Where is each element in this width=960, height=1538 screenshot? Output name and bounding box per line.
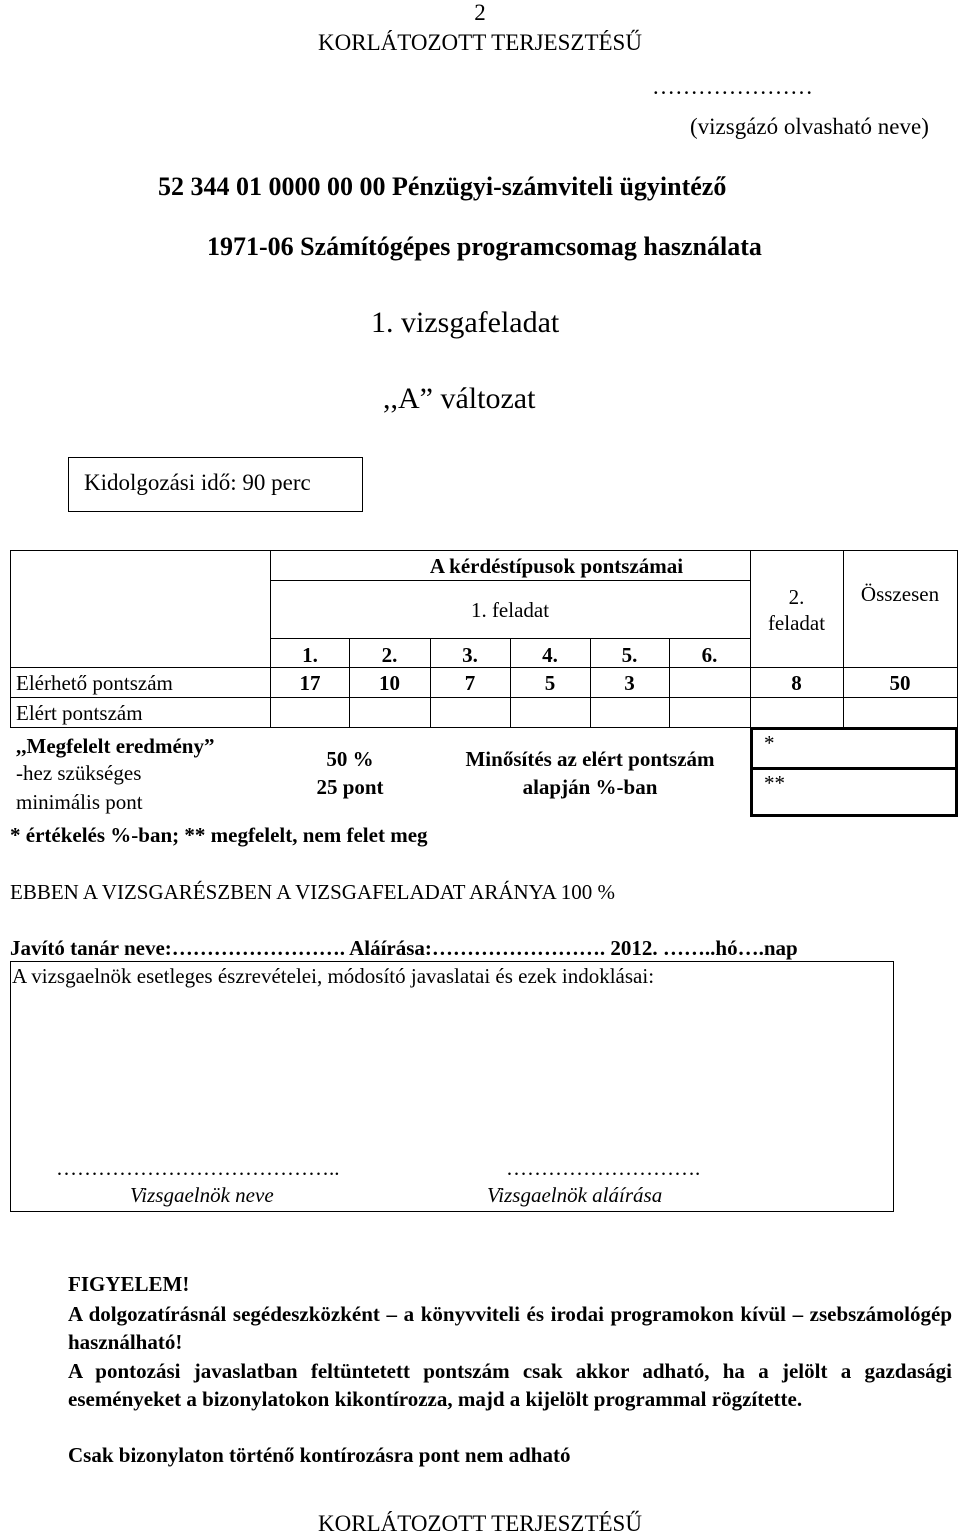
- notice-paragraph-2: A pontozási javaslatban feltüntetett pontszám csak akkor adható, ha a jelölt a gazdasági eseményeket a bizonylatokon kikontírozza, majd a kijelölt programmal rögzítette.: [68, 1359, 952, 1411]
- rating-label-line1: Minősítés az elért pontszám: [465, 747, 715, 771]
- subtask-2: 2.: [381, 643, 398, 667]
- pass-percent: 50 %: [326, 747, 374, 771]
- notice-paragraph-1: A dolgozatírásnál segédeszközként – a könyvviteli és irodai programokon kívül – zsebszámológép használható!: [68, 1302, 952, 1354]
- examiner-name-label: Vizsgaelnök neve: [130, 1183, 274, 1207]
- rating-star-2: **: [764, 771, 785, 795]
- max-points-3: 7: [464, 671, 476, 695]
- max-points-1: 17: [299, 671, 321, 695]
- max-points-task2: 8: [791, 671, 802, 695]
- task2-header: 2. feladat: [767, 585, 826, 635]
- rating-label-line2: alapján %-ban: [522, 775, 658, 799]
- pass-label-line1: ,,Megfelelt eredmény”: [16, 734, 215, 758]
- notice-paragraph-3: Csak bizonylaton történő kontírozásra pont nem adható: [68, 1443, 571, 1467]
- variant-title: ,,A” változat: [383, 382, 536, 415]
- pass-label-line2: -hez szükséges: [16, 761, 142, 785]
- time-label: Kidolgozási idő: 90 perc: [84, 470, 311, 495]
- rating-star-1: *: [764, 731, 775, 755]
- pass-points: 25 pont: [316, 775, 384, 799]
- subtask-3: 3.: [462, 643, 478, 667]
- pass-label-line3: minimális pont: [16, 790, 143, 814]
- question-types-header: A kérdéstípusok pontszámai: [429, 554, 684, 578]
- restriction-footer: KORLÁTOZOTT TERJESZTÉSŰ: [318, 1511, 642, 1536]
- examinee-name-label: (vizsgázó olvasható neve): [690, 114, 929, 139]
- max-points-2: 10: [379, 671, 400, 695]
- examiner-name-dots: …………………………………..: [56, 1156, 340, 1180]
- examiner-comment-title: A vizsgaelnök esetleges észrevételei, módosító javaslatai és ezek indoklásai:: [12, 964, 655, 988]
- notice-title: FIGYELEM!: [68, 1272, 190, 1296]
- exam-ratio: EBBEN A VIZSGARÉSZBEN A VIZSGAFELADAT ARÁNYA 100 %: [10, 880, 615, 904]
- task1-header: 1. feladat: [470, 598, 550, 622]
- restriction-header: KORLÁTOZOTT TERJESZTÉSŰ: [318, 30, 642, 55]
- max-points-5: 3: [624, 671, 635, 695]
- subtask-6: 6.: [701, 643, 718, 667]
- max-points-label: Elérhető pontszám: [16, 671, 173, 695]
- achieved-points-label: Elért pontszám: [16, 701, 143, 725]
- subtask-1: 1.: [302, 643, 318, 667]
- max-points-4: 5: [544, 671, 556, 695]
- examiner-sign-label: Vizsgaelnök aláírása: [487, 1183, 663, 1207]
- examiner-sign-dots: ……………………….: [506, 1156, 701, 1180]
- module-title: 1971-06 Számítógépes programcsomag használata: [207, 232, 762, 261]
- grader-signature-line: Javító tanár neve:……………………. Aláírása:……………………. 2012. ……..hó….nap: [10, 936, 798, 960]
- page-number: 2: [474, 0, 486, 25]
- examinee-name-dots: …………………: [652, 74, 813, 99]
- subtask-4: 4.: [542, 643, 558, 667]
- task-title: 1. vizsgafeladat: [371, 306, 560, 339]
- subtask-5: 5.: [621, 643, 638, 667]
- table-footnote: * értékelés %-ban; ** megfelelt, nem felet meg: [10, 823, 428, 847]
- qualification-title: 52 344 01 0000 00 00 Pénzügyi-számviteli ügyintéző: [158, 172, 727, 201]
- total-header: Összesen: [860, 582, 940, 606]
- max-points-total: 50: [889, 671, 911, 695]
